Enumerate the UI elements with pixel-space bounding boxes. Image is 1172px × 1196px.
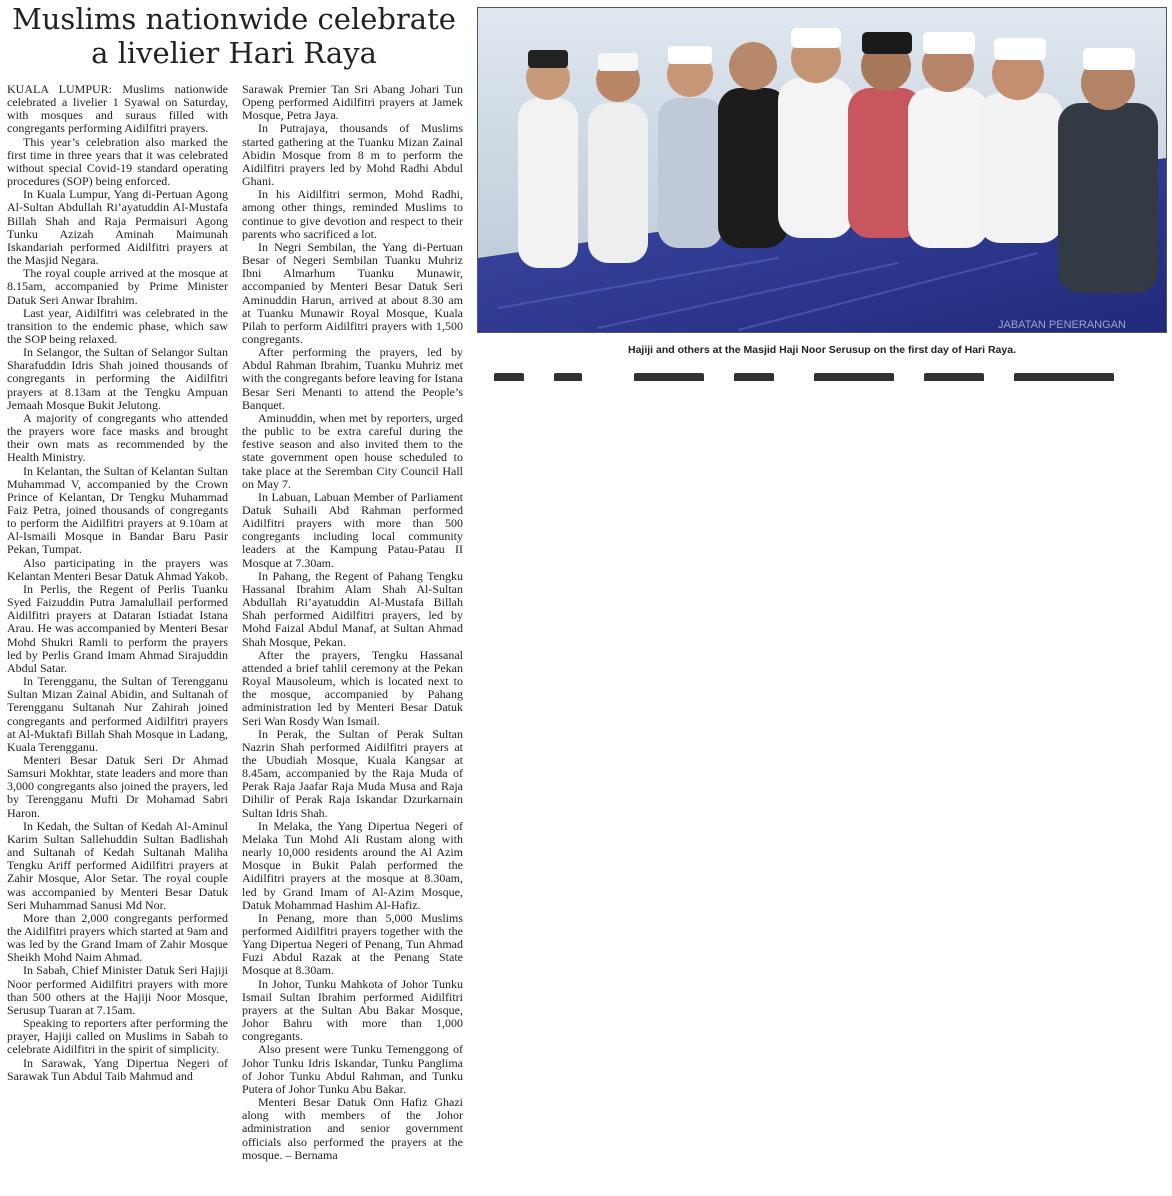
article-paragraph: In Perlis, the Regent of Perlis Tuanku Syed Faizuddin Putra Jamalullail performed Aidilfitri prayers at Dataran Istiadat Istana Arau. He was accompanied by Menteri Besar Mohd Shukri Ramli to perform the prayers led by Perlis Grand Imam Ahmad Sirajuddin Abdul Satar. (7, 581, 228, 675)
article-paragraph: A majority of congregants who attended the prayers wore face masks and brought their own mats as recommended by the Health Ministry. (7, 410, 228, 465)
article-paragraph: Aminuddin, when met by reporters, urged the public to be extra careful during the festive season and also invited them to the state government open house scheduled to take place at the Seremban City Council Hall on May 7. (242, 410, 463, 491)
article-paragraph: In his Aidilfitri sermon, Mohd Radhi, among other things, reminded Muslims to continue to give devotion and respect to their parents who sacrificed a lot. (242, 187, 463, 241)
article-paragraph: In Selangor, the Sultan of Selangor Sultan Sharafuddin Idris Shah joined thousands of congregants in performing the Aidilfitri prayers at 8.13am at the Tengku Ampuan Jemaah Mosque Bukit Jelutong. (7, 345, 228, 412)
article-column-2 (242, 83, 463, 1162)
article-paragraph: After performing the prayers, led by Abdul Rahman Ibrahim, Tuanku Muhriz met with the congregants before leaving for Istana Besar Seri Menanti to attend the People’s Banquet. (242, 345, 463, 412)
article-paragraph: The royal couple arrived at the mosque at 8.15am, accompanied by Prime Minister Datuk Seri Anwar Ibrahim. (7, 266, 228, 307)
article-paragraph: Menteri Besar Datuk Onn Hafiz Ghazi along with members of the Johor administration and senior government officials also performed the prayers at the mosque. – Bernama (242, 1095, 463, 1162)
article-paragraph: In Sabah, Chief Minister Datuk Seri Hajiji Noor performed Aidilfitri prayers with more than 500 others at the Hajiji Noor Mosque, Serusup Tuaran at 7.15am. (7, 963, 228, 1017)
article-paragraph: In Sarawak, Yang Dipertua Negeri of Sarawak Tun Abdul Taib Mahmud and (7, 1055, 228, 1083)
article-paragraph: In Penang, more than 5,000 Muslims performed Aidilfitri prayers together with the Yang Dipertua Negeri of Penang, Tun Ahmad Fuzi Abdul Razak at the Penang State Mosque at 8.30am. (242, 910, 463, 978)
article-paragraph: In Putrajaya, thousands of Muslims started gathering at the Tuanku Mizan Zainal Abidin Mosque from 8 m to perform the Aidilfitri prayers led by Mohd Radhi Abdul Ghani. (242, 121, 463, 189)
prayer-photo (477, 7, 1167, 333)
article-paragraph: In Terengganu, the Sultan of Terengganu Sultan Mizan Zainal Abidin, and Sultanah of Terengganu Sultanah Nur Zahirah joined congregants and performed Aidilfitri prayers at Al-Muktafi Billah Shah Mosque in Ladang, Kuala Terengganu. (7, 674, 228, 754)
article-paragraph: Also participating in the prayers was Kelantan Menteri Besar Datuk Ahmad Yakob. (7, 555, 228, 583)
clipped-text-line (494, 367, 1124, 381)
article-paragraph: Also present were Tunku Temenggong of Johor Tunku Idris Iskandar, Tunku Panglima of Johor Tunku Abdul Rahman, and Tunku Putera of Johor Tunku Abu Bakar. (242, 1042, 463, 1096)
article-paragraph: In Johor, Tunku Mahkota of Johor Tunku Ismail Sultan Ibrahim performed Aidilfitri prayers at the Sultan Abu Bakar Mosque, Johor Bahru with more than 1,000 congregants. (242, 976, 463, 1044)
article-paragraph: In Kelantan, the Sultan of Kelantan Sultan Muhammad V, accompanied by the Crown Prince of Kelantan, Dr Tengku Muhammad Faiz Petra, joined thousands of congregants to perform the Aidilfitri prayers at 9.10am at Al-Ismaili Mosque in Bandar Baru Pasir Pekan, Tumpat. (7, 463, 228, 557)
article-paragraph: This year’s celebration also marked the first time in three years that it was celebrated without special Covid-19 standard operating procedures (SOP) being enforced. (7, 134, 228, 189)
headline-line-1: Muslims nationwide celebrate (12, 2, 456, 36)
article-paragraph: In Kuala Lumpur, Yang di-Pertuan Agong Al-Sultan Abdullah Ri’ayatuddin Al-Mustafa Billah Shah and Raja Permaisuri Agong Tunku Azizah Aminah Maimunah Iskandariah performed Aidilfitri prayers at the Masjid Negara. (7, 187, 228, 268)
article-headline (6, 2, 462, 70)
article-paragraph: In Pahang, the Regent of Pahang Tengku Hassanal Ibrahim Alam Shah Al-Sultan Abdullah Ri’ayatuddin Al-Mustafa Billah Shah performed Aidilfitri prayers, led by Mohd Faizal Abdul Manaf, at Sultan Ahmad Shah Mosque, Pekan. (242, 568, 463, 649)
article-paragraph: Menteri Besar Datuk Seri Dr Ahmad Samsuri Mokhtar, state leaders and more than 3,000 congregants also joined the prayers, led by Terengganu Mufti Dr Mohamad Sabri Haron. (7, 752, 228, 820)
article-paragraph: KUALA LUMPUR: Muslims nationwide celebrated a livelier 1 Syawal on Saturday, with mosques and suraus filled with congregants performing Aidilfitri prayers. (7, 82, 228, 136)
article-paragraph: Last year, Aidilfitri was celebrated in the transition to the endemic phase, which saw the SOP being relaxed. (7, 305, 228, 346)
article-paragraph: In Kedah, the Sultan of Kedah Al-Aminul Karim Sultan Sallehuddin Sultan Badlishah and Sultanah of Kedah Sultanah Maliha Tengku Ariff performed Aidilfitri prayers at Zahir Mosque, Alor Setar. The royal couple was accompanied by Menteri Besar Datuk Seri Muhammad Sanusi Md Nor. (7, 818, 228, 912)
article-paragraph: Speaking to reporters after performing the prayer, Hajiji called on Muslims in Sabah to celebrate Aidilfitri in the spirit of simplicity. (7, 1016, 228, 1057)
article-column-1 (7, 83, 228, 1083)
photo-caption: Hajiji and others at the Masjid Haji Noor Serusup on the first day of Hari Raya. (628, 344, 1016, 356)
photo-watermark: JABATAN PENERANGAN (998, 319, 1126, 331)
article-paragraph: Sarawak Premier Tan Sri Abang Johari Tun Openg performed Aidilfitri prayers at Jamek Mosque, Petra Jaya. (242, 82, 463, 123)
article-paragraph: In Perak, the Sultan of Perak Sultan Nazrin Shah performed Aidilfitri prayers at the Ubudiah Mosque, Kuala Kangsar at 8.45am, accompanied by the Raja Muda of Perak Raja Jaafar Raja Muda Musa and Raja Dihilir of Perak Raja Iskandar Dzurkarnain Sultan Idris Shah. (242, 726, 463, 820)
article-paragraph: In Labuan, Labuan Member of Parliament Datuk Suhaili Abd Rahman performed Aidilfitri prayers with more than 500 congregants including local community leaders at the Kampung Patau-Patau II Mosque at 7.30am. (242, 489, 463, 570)
article-paragraph: After the prayers, Tengku Hassanal attended a brief tahlil ceremony at the Pekan Royal Mausoleum, which is located next to the mosque, accompanied by Pahang administration led by Menteri Besar Datuk Seri Wan Rosdy Wan Ismail. (242, 647, 463, 728)
prayer-photo-illustration (478, 8, 1166, 332)
article-paragraph: In Melaka, the Yang Dipertua Negeri of Melaka Tun Mohd Ali Rustam along with nearly 10,000 residents around the Al Azim Mosque in Bukit Palah performed the Aidilfitri prayers at the mosque at 8.30am, led by Grand Imam of Al-Azim Mosque, Datuk Mohammad Hashim Al-Hafiz. (242, 818, 463, 912)
article-paragraph: In Negri Sembilan, the Yang di-Pertuan Besar of Negeri Sembilan Tuanku Muhriz Ibni Almarhum Tuanku Munawir, accompanied by Menteri Besar Datuk Seri Aminuddin Harun, arrived at about 8.30 am at Tuanku Munawir Royal Mosque, Kuala Pilah to perform Aidilfitri prayers with 1,500 congregants. (242, 239, 463, 346)
headline-line-2: a livelier Hari Raya (91, 36, 377, 70)
article-paragraph: More than 2,000 congregants performed the Aidilfitri prayers which started at 9am and was led by the Grand Imam of Zahir Mosque Sheikh Mohd Naim Ahmad. (7, 910, 228, 965)
